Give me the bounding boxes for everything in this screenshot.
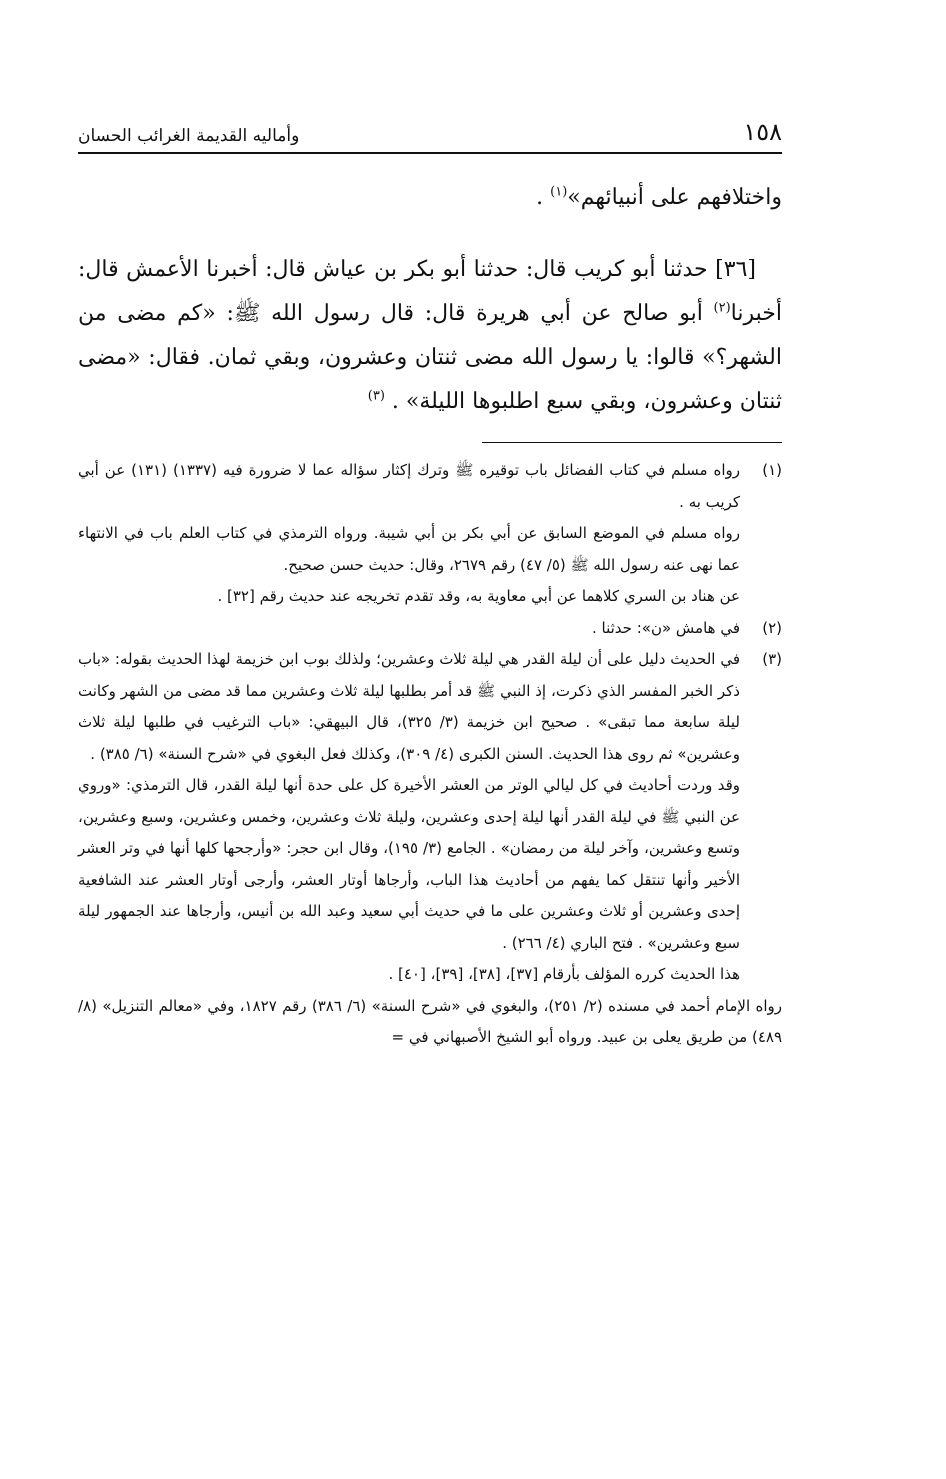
footnote-ref-3[interactable]: (٣) [367,388,385,404]
footnote-body [78,455,740,613]
footnote-line: وقد وردت أحاديث في كل ليالي الوتر من العشر الأخيرة كل على حدة أنها ليلة القدر، قال الترمذي: «وروي عن النبي ﷺ في ليلة القدر أنها ليلة إحدى وعشرين، وليلة ثلاث وعشرين، وخمس وعشرين، وسبع وعشرين، وتسع وعشرين، وآخر ليلة من رمضان» . الجامع (٣/ ١٩٥)، وقال ابن حجر: «وأرجحها كلها أنها في وتر العشر الأخير وأنها تنتقل كما يفهم من أحاديث هذا الباب، وأرجاها أوتار العشر، وأرجى أوتار العشر عند الشافعية إحدى وعشرين أو ثلاث وعشرين على ما في حديث أبي سعيد وعبد الله بن أنيس، وأرجاها عند الجمهور ليلة سبع وعشرين» . فتح الباري (٤/ ٢٦٦) . [78,776,740,952]
footnote-2 [78,613,782,645]
page-number: ١٥٨ [743,118,782,146]
footnote-body [78,613,740,645]
footnote-number: (١) [762,461,782,479]
footnote-line: هذا الحديث كرره المؤلف بأرقام [٣٧]، [٣٨]، [٣٩]، [٤٠] . [388,965,740,983]
hadith-isnad: [٣٦] حدثنا أبو كريب قال: حدثنا أبو بكر بن عياش قال: أخبرنا الأعمش قال: أخبرنا [78,257,782,326]
footnotes [78,455,782,1054]
footnote-line: في هامش «ن»: حدثنا . [592,618,740,637]
hadith-36 [78,248,782,424]
footnote-line: عن هناد بن السري كلاهما عن أبي معاوية به، وقد تقدم تخريجه عند حديث رقم [٣٢] . [217,587,740,605]
book-page [78,118,782,1054]
footnote-body [78,644,740,991]
footnote-ref-2[interactable]: (٢) [713,300,731,316]
main-text [78,176,782,424]
footnote-line: رواه مسلم في كتاب الفضائل باب توقيره ﷺ وترك إكثار سؤاله عما لا ضرورة فيه (١٣٣٧) (١٣١) عن أبي كريب به . [78,461,740,511]
footnote-1 [78,455,782,613]
hadith-matn: أبو صالح عن أبي هريرة قال: قال رسول الله ﷺ: «كم مضى من الشهر؟» قالوا: يا رسول الله مضى ثنتان وعشرون، وبقي ثمان. فقال: «مضى ثنتان وعشرون، وبقي سبع اطلبوها الليلة» . [78,301,782,414]
footnote-line: في الحديث دليل على أن ليلة القدر هي ليلة ثلاث وعشرين؛ ولذلك بوب ابن خزيمة لهذا الحديث بقوله: «باب ذكر الخبر المفسر الذي ذكرت، إذ النبي ﷺ قد أمر بطلبها ليلة ثلاث وعشرين مما قد مضى من الشهر وكانت ليلة سابعة مما تبقى» . صحيح ابن خزيمة (٣/ ٣٢٥)، قال البيهقي: «باب الترغيب في طلبها ليلة ثلاث وعشرين» ثم روى هذا الحديث. السنن الكبرى (٤/ ٣٠٩)، وكذلك فعل البغوي في «شرح السنة» (٦/ ٣٨٥) . [78,650,740,763]
book-title: وأماليه القديمة الغرائب الحسان [78,126,300,146]
footnote-number: (٢) [762,618,782,637]
running-header [78,118,782,154]
continuation-text: واختلافهم على أنبيائهم» [567,185,782,210]
continuation-end: . [536,185,551,210]
footnote-3 [78,644,782,991]
footnote-line: رواه مسلم في الموضع السابق عن أبي بكر بن أبي شيبة. ورواه الترمذي في كتاب العلم باب في الانتهاء عما نهى عنه رسول الله ﷺ (٥/ ٤٧) رقم ٢٦٧٩، وقال: حديث حسن صحيح. [78,524,740,574]
footnote-ref-1[interactable]: (١) [550,184,568,200]
footnote-continuation: رواه الإمام أحمد في مسنده (٢/ ٢٥١)، والبغوي في «شرح السنة» (٦/ ٣٨٦) رقم ١٨٢٧، وفي «معالم التنزيل» (٨/ ٤٨٩) من طريق يعلى بن عبيد. ورواه أبو الشيخ الأصبهاني في = [78,996,782,1046]
footnote-separator [482,442,782,443]
continuation-paragraph [78,176,782,220]
footnote-number: (٣) [762,650,782,668]
